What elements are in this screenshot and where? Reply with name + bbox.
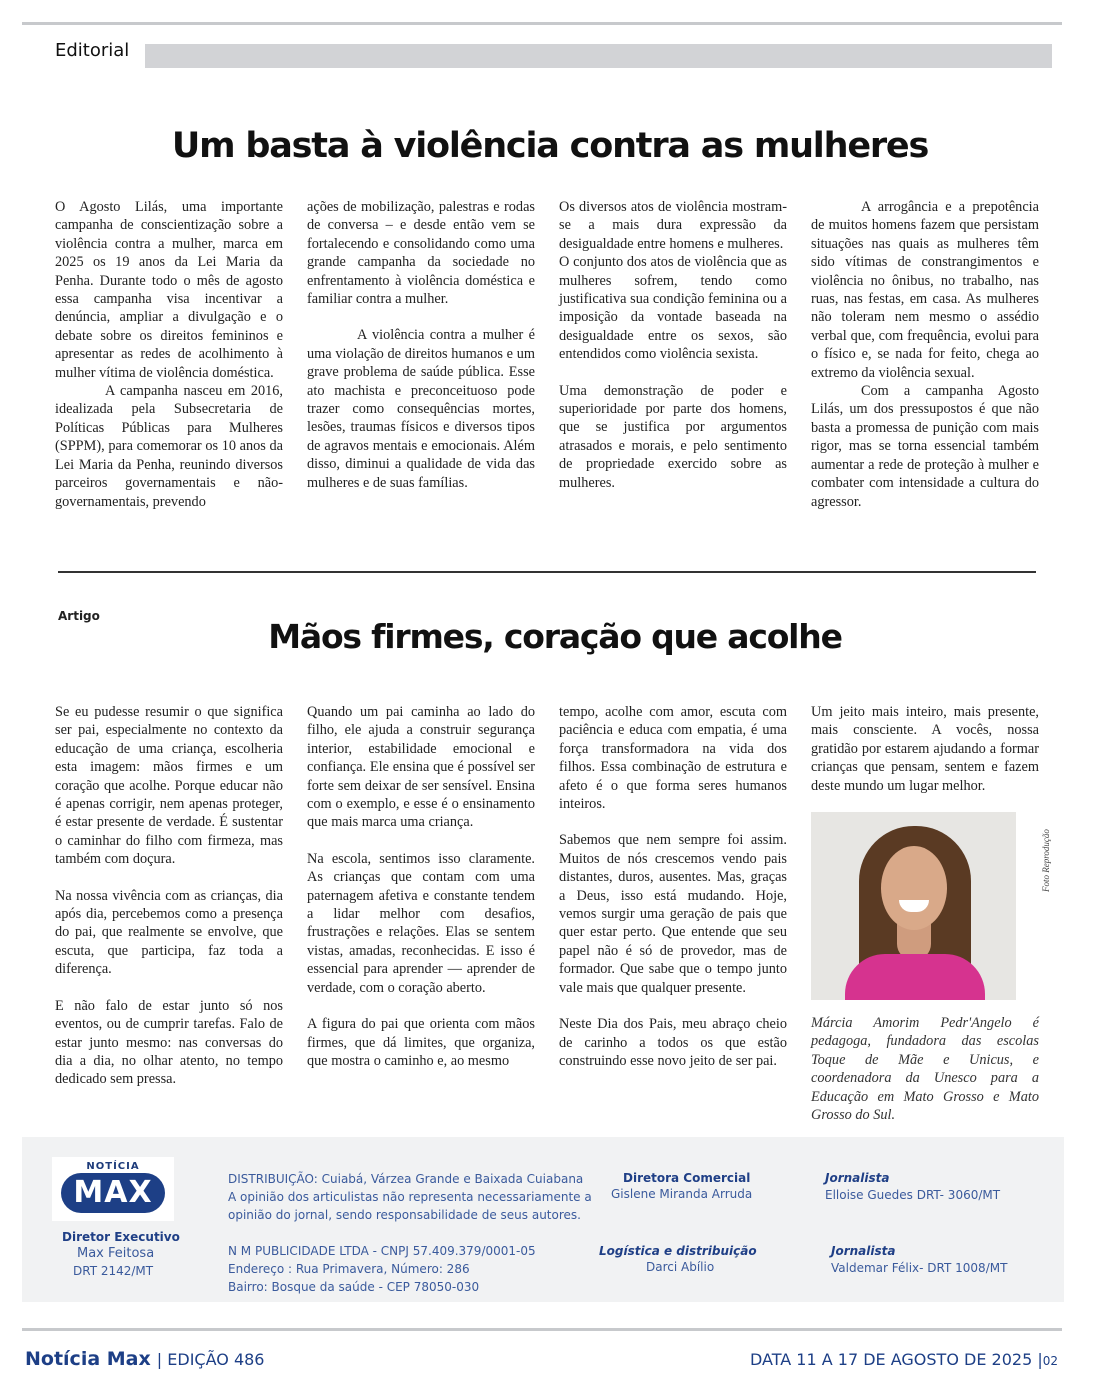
paragraph: A campanha nasceu em 2016, idealizada pela Subsecretaria de Políticas Públicas para Mulheres (SPPM), para comemorar os 10 anos da Lei Maria da Penha, reunindo diversos parceiros governamentais e não-governamentais, prevendo xyxy=(55,383,283,510)
section-divider xyxy=(58,571,1036,573)
artigo-column-1 xyxy=(55,703,283,1124)
journalist-2-title: Jornalista xyxy=(831,1244,896,1258)
address-info: Endereço : Rua Primavera, Número: 286 xyxy=(228,1262,470,1276)
bottom-rule xyxy=(22,1328,1062,1331)
artigo-label: Artigo xyxy=(58,609,100,623)
paragraph: O Agosto Lilás, uma importante campanha de conscientização sobre a violência contra a mulher, marca em 2025 os 19 anos da Lei Maria da Penha. Durante todo o mês de agosto essa campanha visa incentivar a denúncia, ampliar a divulgação e o debate sobre os direitos femininos e apresentar as redes de acolhimento à mulher vítima de violência doméstica. xyxy=(55,199,283,381)
section-label: Editorial xyxy=(55,40,130,61)
disclaimer-line-2: opinião do jornal, sendo responsabilidade de seus autores. xyxy=(228,1208,581,1222)
distribution-text: DISTRIBUIÇÃO: Cuiabá, Várzea Grande e Baixada Cuiabana xyxy=(228,1172,584,1186)
paragraph: Os diversos atos de violência mostram-se a mais dura expressão da desigualdade entre homens e mulheres. xyxy=(559,199,787,252)
paragraph: Se eu pudesse resumir o que significa ser pai, especialmente no contexto da educação de uma criança, escolheria esta imagem: mãos firmes e um coração que acolhe. Porque educar não é apenas corrigir, nem apenas proteger, é estar presente de verdade. É sustentar o caminhar do filho com firmeza, mas também com doçura. xyxy=(55,704,283,868)
editorial-column-3 xyxy=(559,198,787,511)
artigo-title: Mãos firmes, coração que acolhe xyxy=(268,617,842,656)
paragraph: A arrogância e a prepotência de muitos homens fazem que persistam situações nas quais as mulheres têm sido vítimas de constrangimentos e violência no ônibus, no trabalho, nas ruas, nas festas, em casa. As mulheres não toleram nem mesmo o assédio verbal que, com frequência, evolui para o físico e, se nada for feito, chega ao extremo da violência sexual. xyxy=(811,199,1039,381)
brand-name: Notícia Max xyxy=(25,1348,151,1370)
artigo-column-3 xyxy=(559,703,787,1124)
noticia-max-logo xyxy=(52,1157,174,1221)
page-footer-brand xyxy=(25,1348,264,1370)
logo-big-text: MAX xyxy=(61,1173,165,1213)
paragraph: tempo, acolhe com amor, escuta com paciência e educa com empatia, é uma força transformadora na vida dos filhos. Essa combinação de estrutura e afeto é o que forma seres humanos inteiros. xyxy=(559,704,787,813)
top-rule xyxy=(22,22,1062,25)
page-footer-date xyxy=(750,1350,1058,1369)
company-info: N M PUBLICIDADE LTDA - CNPJ 57.409.379/0001-05 xyxy=(228,1244,536,1258)
district-info: Bairro: Bosque da saúde - CEP 78050-030 xyxy=(228,1280,480,1294)
paragraph: Na escola, sentimos isso claramente. As crianças que contam com uma paternagem afetiva e constante tendem a lidar melhor com desafios, frustrações e relações. Elas se sentem vistas, amadas, reconhecidas. E isso é essencial para aprender — aprender de verdade, com o coração aberto. xyxy=(307,850,535,996)
director-drt: DRT 2142/MT xyxy=(73,1264,154,1278)
artigo-column-4 xyxy=(811,703,1039,1124)
director-title: Diretor Executivo xyxy=(62,1230,180,1244)
paragraph: Quando um pai caminha ao lado do filho, ele ajuda a construir segurança interior, estabilidade emocional e confiança. Ele ensina que é possível ser forte sem deixar de ser sensível. Ensina com o exemplo, e esse é o ensinamento que mais marca uma criança. xyxy=(307,704,535,831)
paragraph: E não falo de estar junto só nos eventos, ou de cumprir tarefas. Falo de estar junto mesmo: nas conversas do dia a dia, no olhar atento, no tempo dedicado sem pressa. xyxy=(55,997,283,1088)
photo-credit xyxy=(1036,815,1056,895)
author-photo xyxy=(811,812,1016,1000)
editorial-column-2 xyxy=(307,198,535,511)
edition-number: | EDIÇÃO 486 xyxy=(156,1350,265,1369)
logistics-name: Darci Abílio xyxy=(646,1260,715,1274)
section-bar xyxy=(145,44,1052,68)
journalist-1-title: Jornalista xyxy=(825,1171,890,1185)
paragraph: Com a campanha Agosto Lilás, um dos pressupostos é que não basta a promessa de punição com mais rigor, mas se torna essencial também aumentar a rede de proteção à mulher e combater com intensidade a cultura do agressor. xyxy=(811,383,1039,510)
issue-date: DATA 11 A 17 DE AGOSTO DE 2025 | xyxy=(750,1350,1043,1369)
disclaimer-line-1: A opinião dos articulistas não representa necessariamente a xyxy=(228,1190,592,1204)
paragraph: A violência contra a mulher é uma violação de direitos humanos e um grave problema de saúde pública. Esse ato machista e preconceituoso pode trazer como consequências mortes, lesões, traumas físicos e diversos tipos de agravos mentais e emocionais. Além disso, diminui a qualidade de vida das mulheres e de suas famílias. xyxy=(307,327,535,491)
commercial-name: Gislene Miranda Arruda xyxy=(611,1187,753,1201)
logo-small-text: NOTÍCIA xyxy=(86,1161,140,1172)
director-name: Max Feitosa xyxy=(77,1246,155,1261)
paragraph: Neste Dia dos Pais, meu abraço cheio de carinho a todos os que estão construindo esse novo jeito de ser pai. xyxy=(559,1016,787,1069)
photo-credit-text: Foto Reprodução xyxy=(1041,829,1051,892)
artigo-column-2 xyxy=(307,703,535,1124)
journalist-2-name: Valdemar Félix- DRT 1008/MT xyxy=(831,1261,1008,1275)
paragraph: A figura do pai que orienta com mãos firmes, que dá limites, que organiza, que mostra o caminho e, ao mesmo xyxy=(307,1016,535,1069)
logistics-title: Logística e distribuição xyxy=(599,1244,757,1258)
editorial-column-4 xyxy=(811,198,1039,511)
paragraph: Na nossa vivência com as crianças, dia após dia, percebemos como a presença do pai, que realmente se envolve, que escuta, que participa, faz toda a diferença. xyxy=(55,887,283,978)
photo-shirt xyxy=(845,954,985,1000)
journalist-1-name: Elloise Guedes DRT- 3060/MT xyxy=(825,1188,1001,1202)
paragraph: O conjunto dos atos de violência que as mulheres sofrem, tendo como justificativa sua condição feminina ou a imposição da vontade baseada na desigualdade entre os sexos, são entendidos como violência sexista. xyxy=(559,254,787,363)
editorial-columns xyxy=(55,198,1040,511)
paragraph: Uma demonstração de poder e superioridade por parte dos homens, que se justifica por argumentos atrasados e morais, e pelo sentimento de propriedade exercido sobre as mulheres. xyxy=(559,382,787,491)
page-number: 02 xyxy=(1042,1354,1058,1368)
editorial-column-1 xyxy=(55,198,283,511)
commercial-title: Diretora Comercial xyxy=(623,1171,751,1185)
paragraph: Um jeito mais inteiro, mais presente, mais consciente. A vocês, nossa gratidão por estarem ajudando a formar crianças que pensam, sentem e fazem deste mundo um lugar melhor. xyxy=(811,704,1039,794)
photo-caption: Márcia Amorim Pedr'Angelo é pedagoga, fundadora das escolas Toque de Mãe e Unicus, e coordenadora da Unesco para a Educação em Mato Grosso e Mato Grosso do Sul. xyxy=(811,1015,1039,1124)
paragraph: ações de mobilização, palestras e rodas de conversa – e desde então vem se fortalecendo e consolidando como uma grande campanha da sociedade no enfrentamento à violência doméstica e familiar contra a mulher. xyxy=(307,199,535,308)
photo-face xyxy=(881,846,947,930)
paragraph: Sabemos que nem sempre foi assim. Muitos de nós crescemos vendo pais distantes, duros, ausentes. Mas, graças a Deus, isso está mudando. Hoje, vemos surgir uma geração de pais que quer estar perto. Que entende que seu papel não é só de provedor, mas de formador. Que sabe que o tempo junto vale mais que qualquer presente. xyxy=(559,832,787,996)
artigo-columns xyxy=(55,703,1040,1124)
editorial-title: Um basta à violência contra as mulheres xyxy=(171,126,929,166)
